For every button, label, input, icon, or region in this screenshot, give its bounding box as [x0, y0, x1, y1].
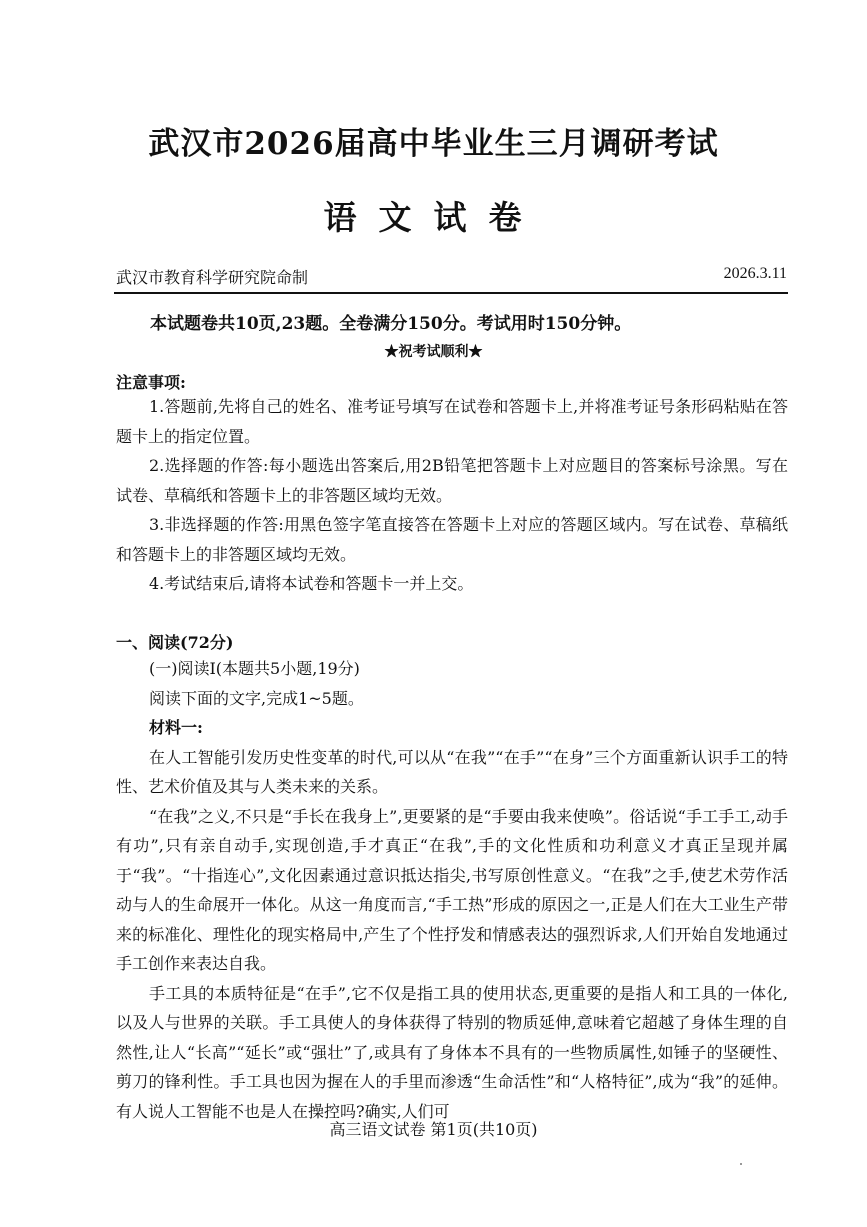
notice-item-2: 2.选择题的作答:每小题选出答案后,用2B铅笔把答题卡上对应题目的答案标号涂黑。写在试卷、草稿纸和答题卡上的非答题区域均无效。: [116, 456, 788, 505]
body-paragraph: 手工具的本质特征是“在手”,它不仅是指工具的使用状态,更重要的是指人和工具的一体化,以及人与世界的关联。手工具使人的身体获得了特别的物质延伸,意味着它超越了身体生理的自然性,让人“长高”“延长”或“强壮”了,或具有了身体本不具有的一些物质属性,如锤子的坚硬性、剪刀的锋利性。手工具也因为握在人的手里而渗透“生命活性”和“人格特征”,成为“我”的延伸。有人说人工智能不也是人在操控吗?确实,人们可: [116, 983, 788, 1121]
section-title: 一、阅读(72分): [116, 633, 234, 652]
exam-date: 2026.3.11: [723, 265, 787, 282]
notice-item-4: 4.考试结束后,请将本试卷和答题卡一并上交。: [149, 574, 474, 593]
body-paragraph: “在我”之义,不只是“手长在我身上”,更要紧的是“手要由我来使唤”。俗话说“手工手工,动手有功”,只有亲自动手,实现创造,手才真正“在我”,手的文化性质和功利意义才真正呈现并属于“我”。“十指连心”,文化因素通过意识抵达指尖,书写原创性意义。“在我”之手,使艺术劳作活动与人的生命展开一体化。从这一角度而言,“手工热”形成的原因之一,正是人们在大工业生产带来的标准化、理性化的现实格局中,产生了个性抒发和情感表达的强烈诉求,人们开始自发地通过手工创作来表达自我。: [116, 806, 788, 973]
good-luck-banner: ★祝考试顺利★: [384, 344, 483, 360]
page-footer: 高三语文试卷 第1页(共10页): [329, 1120, 538, 1139]
section-subtitle: (一)阅读Ⅰ(本题共5小题,19分): [149, 659, 360, 678]
issuer: 武汉市教育科学研究院命制: [116, 268, 309, 287]
subject-title: 语文试卷: [323, 198, 544, 237]
body-paragraph: 在人工智能引发历史性变革的时代,可以从“在我”“在手”“在身”三个方面重新认识手工的特性、艺术价值及其与人类未来的关系。: [116, 747, 788, 796]
notice-item-1: 1.答题前,先将自己的姓名、准考证号填写在试卷和答题卡上,并将准考证号条形码粘贴在答题卡上的指定位置。: [116, 397, 788, 446]
reading-section: [116, 654, 788, 1126]
notice-list: [116, 392, 788, 599]
notice-heading: 注意事项:: [116, 373, 186, 392]
exam-title: 武汉市2026届高中毕业生三月调研考试: [148, 126, 719, 162]
header-divider: [114, 292, 788, 294]
notice-item-3: 3.非选择题的作答:用黑色签字笔直接答在答题卡上对应的答题区域内。写在试卷、草稿纸和答题卡上的非答题区域均无效。: [116, 515, 788, 564]
section-instruction: 阅读下面的文字,完成1~5题。: [149, 688, 364, 708]
material-label: 材料一:: [149, 718, 203, 737]
exam-summary: 本试题卷共10页,23题。全卷满分150分。考试用时150分钟。: [150, 314, 632, 334]
scan-speck: [740, 1163, 742, 1165]
